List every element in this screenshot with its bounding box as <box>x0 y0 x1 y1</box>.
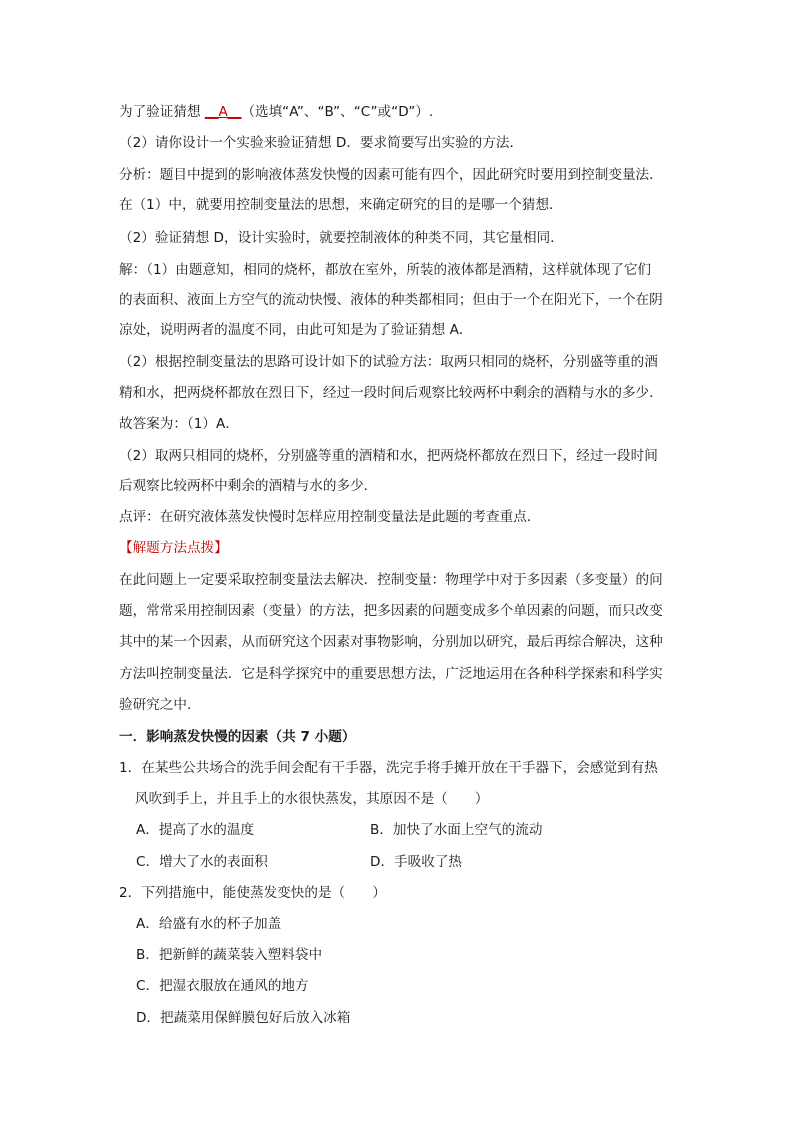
line-verify-guess <box>119 103 433 121</box>
line-comment: 点评：在研究液体蒸发快慢时怎样应用控制变量法是此题的考查重点． <box>119 509 541 525</box>
question-1-line-2: 风吹到手上，并且手上的水很快蒸发，其原因不是（ ） <box>135 791 489 807</box>
text-segment: 为了验证猜想 <box>119 104 205 120</box>
method-paragraph-line-4: 方法叫控制变量法．它是科学探究中的重要思想方法，广泛地运用在各种科学探索和科学实 <box>119 666 663 682</box>
line-solution-4: （2）根据控制变量法的思路可设计如下的试验方法：取两只相同的烧杯，分别盛等重的酒 <box>119 354 658 370</box>
line-solution-3: 凉处，说明两者的温度不同，由此可知是为了验证猜想 A． <box>119 322 473 338</box>
q2-option-a: A．给盛有水的杯子加盖 <box>136 916 282 932</box>
q2-option-d: D．把蔬菜用保鲜膜包好后放入冰箱 <box>136 1010 351 1026</box>
line-solution-2: 的表面积、液面上方空气的流动快慢、液体的种类都相同；但由于一个在阳光下，一个在阴 <box>119 292 663 308</box>
method-paragraph-line-2: 题，常常采用控制因素（变量）的方法，把多因素的问题变成多个单因素的问题，而只改变 <box>119 603 663 619</box>
text-segment: （选填“A”、“B”、“C”或“D”）. <box>241 104 434 120</box>
q1-option-c: C．增大了水的表面积 <box>136 854 268 870</box>
q1-option-b: B．加快了水面上空气的流动 <box>370 822 543 838</box>
q2-option-c: C．把湿衣服放在通风的地方 <box>136 978 309 994</box>
q1-option-a: A．提高了水的温度 <box>136 822 255 838</box>
answer-blank: __A__ <box>204 104 242 120</box>
method-paragraph-line-3: 其中的某一个因素，从而研究这个因素对事物影响，分别加以研究，最后再综合解决，这种 <box>119 634 663 650</box>
line-answer-3: 后观察比较两杯中剩余的酒精与水的多少． <box>119 478 378 494</box>
question-1-line-1: 1．在某些公共场合的洗手间会配有干手器，洗完手将手摊开放在干手器下，会感觉到有热 <box>119 760 658 776</box>
line-solution-5: 精和水，把两烧杯都放在烈日下，经过一段时间后观察比较两杯中剩余的酒精与水的多少． <box>119 385 663 401</box>
line-question-2: （2）请你设计一个实验来验证猜想 D．要求简要写出实验的方法． <box>119 135 524 151</box>
method-paragraph-line-5: 验研究之中． <box>119 697 201 713</box>
method-paragraph-line-1: 在此问题上一定要采取控制变量法去解决．控制变量：物理学中对于多因素（多变量）的问 <box>119 572 663 588</box>
line-answer-2: （2）取两只相同的烧杯，分别盛等重的酒精和水，把两烧杯都放在烈日下，经过一段时间 <box>119 448 658 464</box>
section-title: 一．影响蒸发快慢的因素（共 7 小题） <box>119 729 356 745</box>
line-analysis-2: 在（1）中，就要用控制变量法的思想，来确定研究的目的是哪一个猜想． <box>119 197 563 213</box>
q1-option-d: D．手吸收了热 <box>370 854 463 870</box>
question-2: 2．下列措施中，能使蒸发变快的是（ ） <box>119 885 386 901</box>
method-heading: 【解题方法点拨】 <box>119 540 228 556</box>
line-analysis-3: （2）验证猜想 D，设计实验时，就要控制液体的种类不同，其它量相同． <box>119 230 564 246</box>
line-answer-1: 故答案为：（1）A． <box>119 416 239 432</box>
q2-option-b: B．把新鲜的蔬菜装入塑料袋中 <box>136 947 323 963</box>
line-analysis-1: 分析：题目中提到的影响液体蒸发快慢的因素可能有四个，因此研究时要用到控制变量法． <box>119 167 663 183</box>
line-solution-1: 解：（1）由题意知，相同的烧杯，都放在室外，所装的液体都是酒精，这样就体现了它们 <box>119 262 652 278</box>
